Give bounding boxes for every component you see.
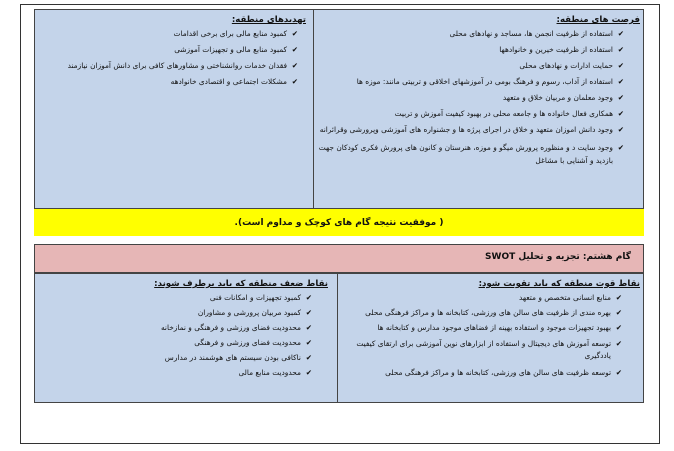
- list-item: ✔ توسعه ظرفیت های سالن های ورزشی، کتابخانه ها و مراکز فرهنگی محلی: [385, 368, 622, 377]
- weaknesses-list: [40, 293, 312, 377]
- check-icon: ✔: [617, 29, 624, 38]
- list-item: ✔ استفاده از آداب، رسوم و فرهنگ بومی در آموزشهای اخلاقی و تربیتی مانند: موزه ها: [356, 77, 624, 86]
- check-icon: ✔: [291, 29, 298, 38]
- check-icon: ✔: [617, 77, 624, 86]
- top-divider: [313, 9, 314, 209]
- list-item: ✔ وجود سایت د و منظوره پرورش میگو و موزه، هنرستان و کانون های پرورش فکری کودکان جهت بازدید و آشنایی با مشاغل: [318, 143, 624, 165]
- check-icon: ✔: [291, 61, 298, 70]
- list-item: ✔ بهبود تجهیزات موجود و استفاده بهینه از فضاهای موجود مدارس و کتابخانه ها: [377, 323, 622, 332]
- strengths-title: نقاط قوت منطقه که باید تقویت شود:: [478, 279, 640, 289]
- check-icon: ✔: [305, 293, 312, 302]
- motto-text: ( موفقیت نتیجه گام های کوچک و مداوم است).: [234, 217, 444, 228]
- check-icon: ✔: [305, 368, 312, 377]
- swot-header: [34, 244, 644, 273]
- list-item: ✔ وجود معلمان و مربیان خلاق و متعهد: [502, 93, 624, 102]
- list-item: ✔ وجود دانش اموزان متعهد و خلاق در اجرای پرژه ها و جشنواره های آموزشی وپرورشی وقرائرانه: [319, 125, 624, 134]
- list-item: ✔ استفاده از ظرفیت انجمن ها، مساجد و نهادهای محلی: [449, 29, 624, 38]
- strengths-panel: [342, 279, 640, 383]
- check-icon: ✔: [305, 323, 312, 332]
- strengths-list: [342, 293, 622, 377]
- check-icon: ✔: [615, 368, 622, 377]
- check-icon: ✔: [305, 308, 312, 317]
- list-item: ✔ کمبود تجهیزات و امکانات فنی: [209, 293, 312, 302]
- check-icon: ✔: [617, 125, 624, 134]
- check-icon: ✔: [291, 45, 298, 54]
- check-icon: ✔: [615, 293, 622, 302]
- threats-list: [40, 29, 298, 86]
- list-item: ✔ کمبود منابع مالی و تجهیزات آموزشی: [174, 45, 298, 54]
- swot-header-text: گام هشتم: تجزیه و تحلیل SWOT: [485, 252, 631, 262]
- list-item: ✔ کمبود منابع مالی برای برخی اقدامات: [173, 29, 298, 38]
- swot-divider: [337, 273, 338, 403]
- check-icon: ✔: [615, 308, 622, 317]
- opportunities-title: فرصت های منطقه:: [556, 15, 640, 25]
- check-icon: ✔: [617, 61, 624, 70]
- list-item: ✔ فقدان خدمات روانشناختی و مشاورهای کافی برای دانش آموزان نیازمند: [67, 61, 298, 70]
- list-item: ✔ بهره مندی از ظرفیت های سالن های ورزشی، کتابخانه ها و مراکز فرهنگی محلی: [365, 308, 622, 317]
- list-item: ✔ ناکافی بودن سیستم های هوشمند در مدارس: [164, 353, 312, 362]
- check-icon: ✔: [617, 45, 624, 54]
- list-item: ✔ محدودیت منابع مالی: [238, 368, 312, 377]
- check-icon: ✔: [617, 143, 624, 152]
- list-item: ✔ توسعه آموزش های دیجیتال و استفاده از ابزارهای نوین آموزشی برای ارتقای کیفیت یاددگیری: [356, 339, 622, 360]
- check-icon: ✔: [617, 93, 624, 102]
- check-icon: ✔: [617, 109, 624, 118]
- check-icon: ✔: [615, 323, 622, 332]
- check-icon: ✔: [305, 338, 312, 347]
- opportunities-list: [318, 29, 624, 167]
- weaknesses-panel: [40, 279, 332, 383]
- motto-banner: [34, 209, 644, 236]
- check-icon: ✔: [305, 353, 312, 362]
- list-item: ✔ حمایت ادارات و نهادهای محلی: [519, 61, 624, 70]
- list-item: ✔ محدودیت فضای ورزشی و فرهنگی: [194, 338, 312, 347]
- list-item: ✔ استفاده از ظرفیت خیرین و خانوادهها: [499, 45, 624, 54]
- threats-panel: [40, 15, 308, 93]
- list-item: ✔ منابع انسانی متخصص و متعهد: [518, 293, 622, 302]
- check-icon: ✔: [291, 77, 298, 86]
- list-item: ✔ محدودیت فضای ورزشی و فرهنگی و نمازخانه: [160, 323, 312, 332]
- check-icon: ✔: [615, 339, 622, 348]
- list-item: ✔ همکاری فعال خانواده ها و جامعه محلی در بهبود کیفیت آموزش و تربیت: [394, 109, 624, 118]
- threats-title: تهدیدهای منطقه:: [231, 15, 306, 25]
- list-item: ✔ کمبود مربیان پرورشی و مشاوران: [197, 308, 312, 317]
- list-item: ✔ مشکلات اجتماعی و اقتصادی خانوادهه: [170, 77, 298, 86]
- weaknesses-title: نقاط ضعف منطقه که باید برطرف شوند:: [154, 279, 328, 289]
- opportunities-panel: [318, 15, 640, 174]
